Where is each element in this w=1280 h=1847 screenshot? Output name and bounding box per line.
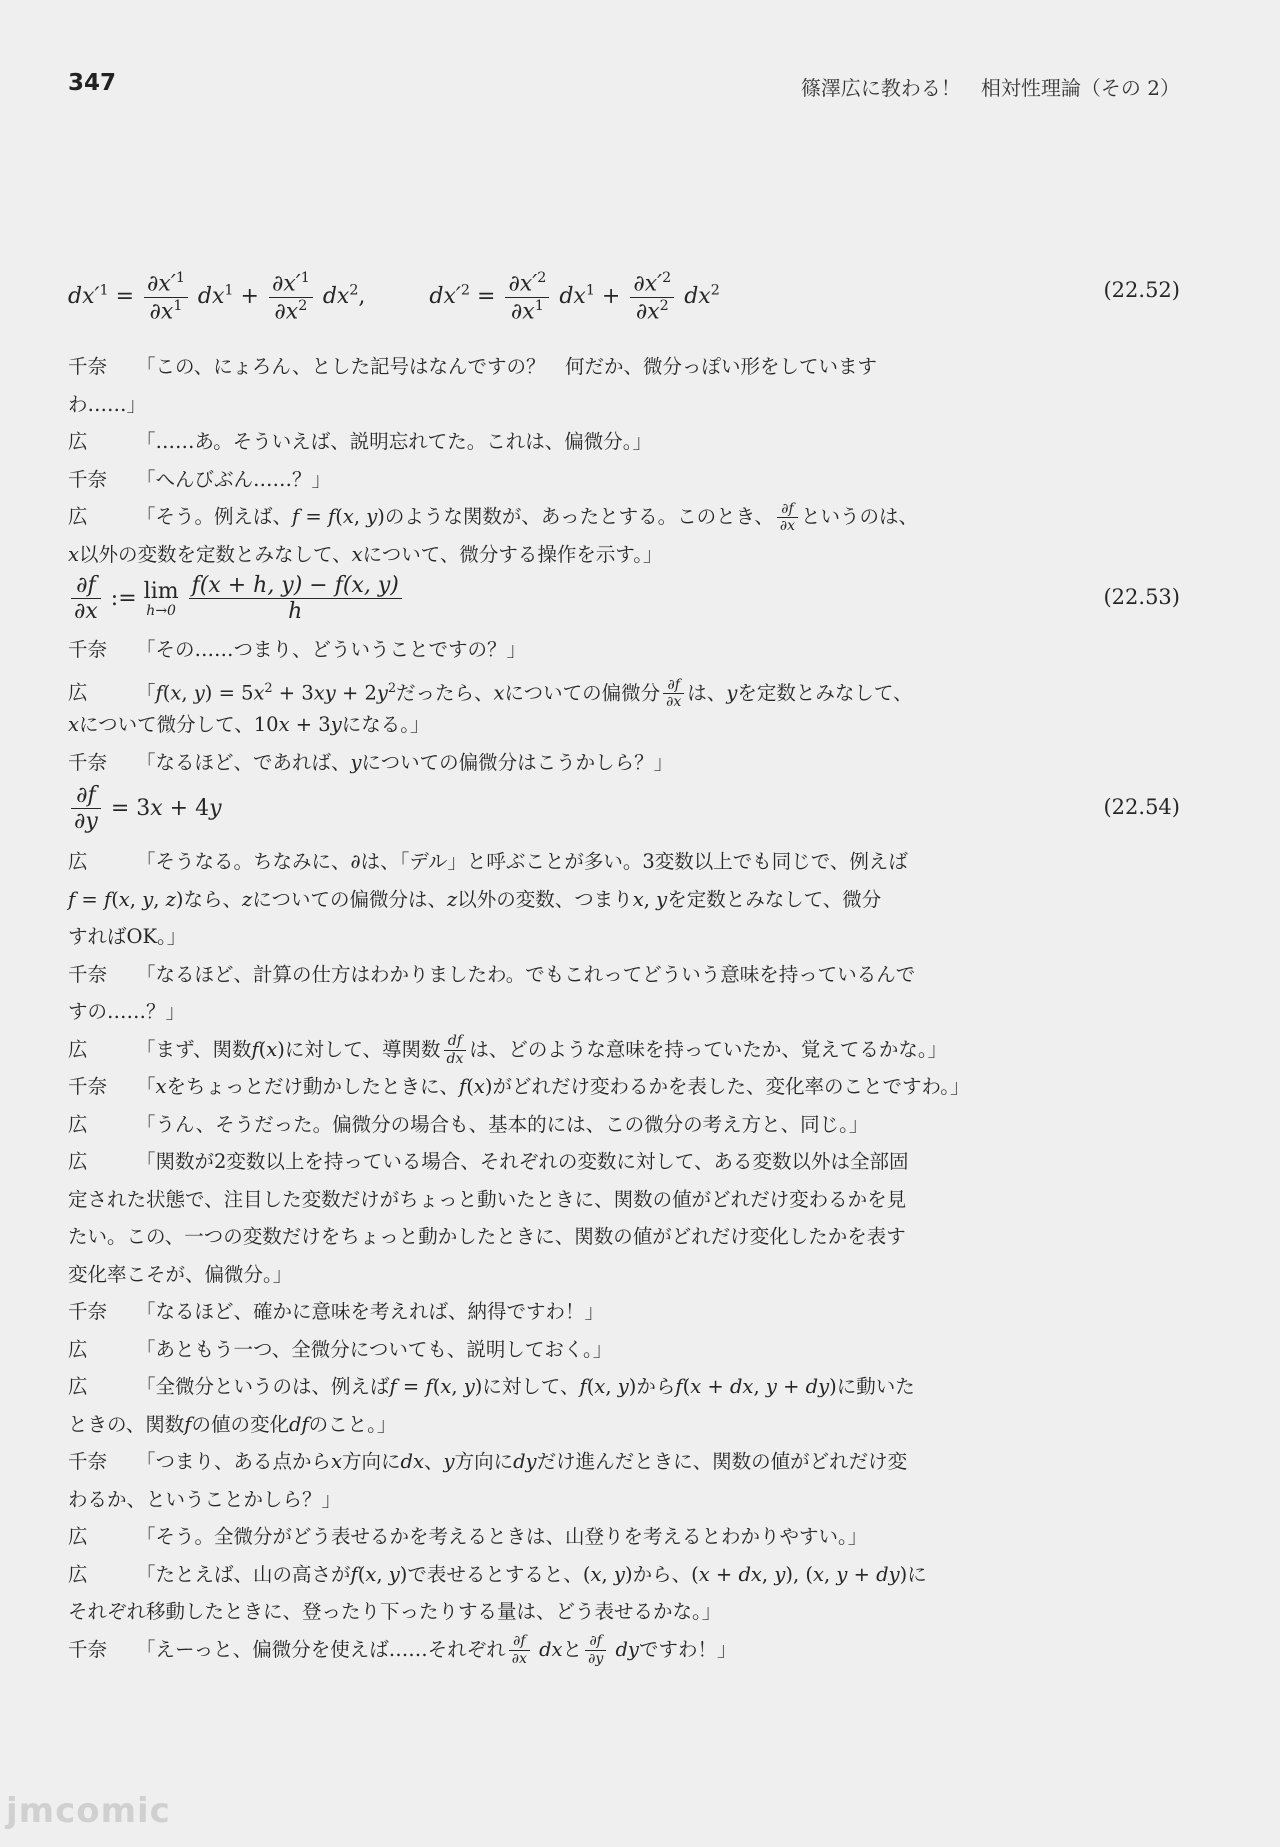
- dialogue-line: 広 「そう。例えば、f = f(x, y)のような関数が、あったとする。このとき、 $\frac{\partial f}{\partial x}$ というのは、: [68, 500, 919, 534]
- dialogue-line: すればOK。」: [68, 925, 187, 948]
- dialogue-line: わるか、ということかしら？」: [68, 1487, 342, 1511]
- dialogue-line: 千奈 「この、にょろん、とした記号はなんですの？ 何だか、微分っぽい形をしています: [68, 355, 878, 378]
- equation-22-52: $dx'^1$ = $\frac{\partial x'^1}{\partial x^1}$ $dx^1$ + $\frac{\partial x'^1}{\partial x^2}$ $dx^2$, $dx'^2$ = $\frac{\partial x'^2}{\partial x^1}$ $dx^1$ + $\frac{\partial x'^2}{\partial x^2}$ $dx^2$ (22.52): [68, 270, 1180, 324]
- dialogue-line: x以外の変数を定数とみなして、xについて、微分する操作を示す。」: [68, 542, 663, 566]
- dialogue-line: 広 「そう。全微分がどう表せるかを考えるときは、山登りを考えるとわかりやすい。」: [68, 1525, 868, 1548]
- dialogue-line: xについて微分して、10x + 3yになる。」: [68, 713, 430, 736]
- dialogue-line: 広 「……あ。そういえば、説明忘れてた。これは、偏微分。」: [68, 430, 652, 453]
- dialogue-line: 千奈 「xをちょっとだけ動かしたときに、f(x)がどれだけ変わるかを表した、変化率のことですわ。」: [68, 1075, 970, 1098]
- dialogue-line: 広 「f(x, $y) = 5x^2 + 3xy + 2y^2$だったら、xについての偏微分 $\frac{\partial f}{\partial x}$ は、yを定数とみなして、: [68, 676, 913, 710]
- dialogue-line: 広 「たとえば、山の高さがf(x, y)で表せるとすると、(x, y)から、(x + dx, y), (x, y + dy)に: [68, 1562, 927, 1586]
- equation-22-53: $\frac{\partial f}{\partial x}$ := lim h→0 $\frac{f(x + h, y) - f(x, y)}{h}$ (22.53): [68, 573, 1180, 631]
- page-body: [68, 270, 1180, 1668]
- equation-number: (22.54): [1103, 795, 1180, 819]
- running-header: 篠澤広に教わる！ 相対性理論（その 2）: [800, 76, 1180, 100]
- dialogue-line: f = f(x, y, z)なら、zについての偏微分は、z以外の変数、つまりx, yを定数とみなして、微分: [68, 887, 882, 911]
- page-number: 347: [68, 70, 117, 96]
- dialogue-line: 千奈 「えーっと、偏微分を使えば……それぞれ $\frac{\partial f}{\partial x}$ dxと $\frac{\partial f}{\partial y}$ dyですわ！」: [68, 1633, 737, 1667]
- dialogue-line: すの……？」: [68, 1000, 186, 1023]
- equation-number: (22.53): [1103, 585, 1180, 609]
- dialogue-line: 千奈 「へんびぶん……？」: [68, 467, 332, 491]
- dialogue-line: 広 「うん、そうだった。偏微分の場合も、基本的には、この微分の考え方と、同じ。」: [68, 1112, 869, 1136]
- dialogue-line: たい。この、一つの変数だけをちょっと動かしたときに、関数の値がどれだけ変化したかを表す: [68, 1225, 906, 1248]
- dialogue-line: 広 「全微分というのは、例えばf = f(x, y)に対して、f(x, y)からf(x + dx, y + dy)に動いた: [68, 1375, 915, 1398]
- dialogue-line: 千奈 「なるほど、確かに意味を考えれば、納得ですわ！」: [68, 1300, 605, 1323]
- dialogue-line: 広 「そうなる。ちなみに、∂は、「デル」と呼ぶことが多い。3変数以上でも同じで、例えば: [68, 850, 908, 873]
- dialogue-line: それぞれ移動したときに、登ったり下ったりする量は、どう表せるかな。」: [68, 1600, 722, 1623]
- dialogue-line: 千奈 「その……つまり、どういうことですの？」: [68, 638, 527, 661]
- dialogue-line: 広 「あともう一つ、全微分についても、説明しておく。」: [68, 1337, 613, 1361]
- dialogue-line: わ……」: [68, 392, 147, 416]
- dialogue-line: 広 「関数が2変数以上を持っている場合、それぞれの変数に対して、ある変数以外は全部固: [68, 1150, 909, 1173]
- dialogue-line: 定された状態で、注目した変数だけがちょっと動いたときに、関数の値がどれだけ変わるかを見: [68, 1187, 907, 1211]
- equation-number: (22.52): [1103, 278, 1180, 302]
- equation-22-54: $\frac{\partial f}{\partial y}$ = 3x + 4y (22.54): [68, 781, 1180, 843]
- dialogue-line: 千奈 「なるほど、であれば、yについての偏微分はこうかしら？」: [68, 750, 674, 774]
- dialogue-line: 広 「まず、関数f(x)に対して、導関数 $\frac{df}{dx}$ は、どのような意味を持っていたか、覚えてるかな。」: [68, 1033, 948, 1067]
- watermark-logo: jmcomic: [6, 1791, 171, 1831]
- dialogue-line: ときの、関数fの値の変化dfのこと。」: [68, 1412, 397, 1436]
- dialogue-line: 千奈 「なるほど、計算の仕方はわかりましたわ。でもこれってどういう意味を持っているんで: [68, 962, 916, 986]
- dialogue-line: 千奈 「つまり、ある点からx方向にdx、y方向にdyだけ進んだときに、関数の値がどれだけ変: [68, 1450, 908, 1473]
- dialogue-line: 変化率こそが、偏微分。」: [68, 1262, 293, 1286]
